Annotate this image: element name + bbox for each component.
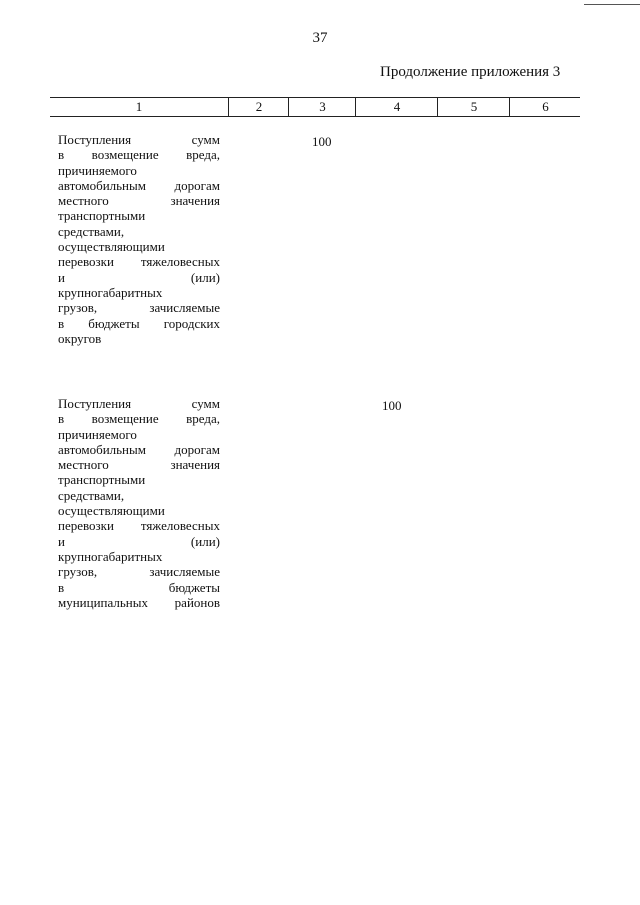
row-2-line: в возмещение вреда, — [58, 411, 220, 427]
row-2-line: осуществляющими — [58, 503, 165, 519]
row-1-line: в возмещение вреда, — [58, 147, 220, 163]
row-2-line: местного значения — [58, 457, 220, 473]
row-1-line: транспортными — [58, 208, 146, 224]
row-1-line: в бюджеты городских — [58, 315, 220, 331]
row-2-line: и (или) — [58, 533, 220, 549]
row-1-line: перевозки тяжеловесных — [58, 254, 220, 270]
row-2-line: автомобильным дорогам — [58, 441, 220, 457]
row-1-line: причиняемого — [58, 162, 137, 178]
row-1-line: грузов, зачисляемые — [58, 300, 220, 316]
column-header-2: 2 — [228, 98, 289, 116]
table-row-1-value: 100 — [312, 134, 332, 149]
column-header-6: 6 — [509, 98, 581, 116]
row-2-line: грузов, зачисляемые — [58, 564, 220, 580]
table-row-2-description — [58, 396, 220, 610]
row-2-line: крупногабаритных — [58, 548, 163, 564]
row-2-line: причиняемого — [58, 426, 137, 442]
row-1-line: и (или) — [58, 269, 220, 285]
row-2-line: Поступления сумм — [58, 396, 220, 411]
table-row-1-description — [58, 132, 220, 346]
column-header-4: 4 — [355, 98, 438, 116]
table-row-2-value: 100 — [382, 398, 402, 413]
continuation-label: Продолжение приложения 3 — [380, 64, 561, 80]
page-number: 37 — [312, 30, 328, 46]
row-1-line: осуществляющими — [58, 239, 165, 255]
row-2-line: средствами, — [58, 487, 125, 503]
row-1-line: автомобильным дорогам — [58, 177, 220, 193]
column-header-5: 5 — [437, 98, 510, 116]
row-2-line: транспортными — [58, 472, 146, 488]
row-1-line: местного значения — [58, 193, 220, 209]
row-2-line: перевозки тяжеловесных — [58, 518, 220, 534]
table-header-bottom-rule — [50, 116, 580, 117]
table-header-row — [50, 98, 580, 116]
row-1-line: Поступления сумм — [58, 132, 220, 147]
row-1-line: округов — [58, 330, 102, 346]
column-header-3: 3 — [288, 98, 356, 116]
row-2-line: муниципальных районов — [58, 594, 220, 610]
row-1-line: крупногабаритных — [58, 284, 163, 300]
row-1-line: средствами, — [58, 223, 125, 239]
row-2-line: в бюджеты — [58, 579, 220, 595]
scan-edge-line — [584, 4, 640, 5]
column-header-1: 1 — [135, 99, 143, 114]
